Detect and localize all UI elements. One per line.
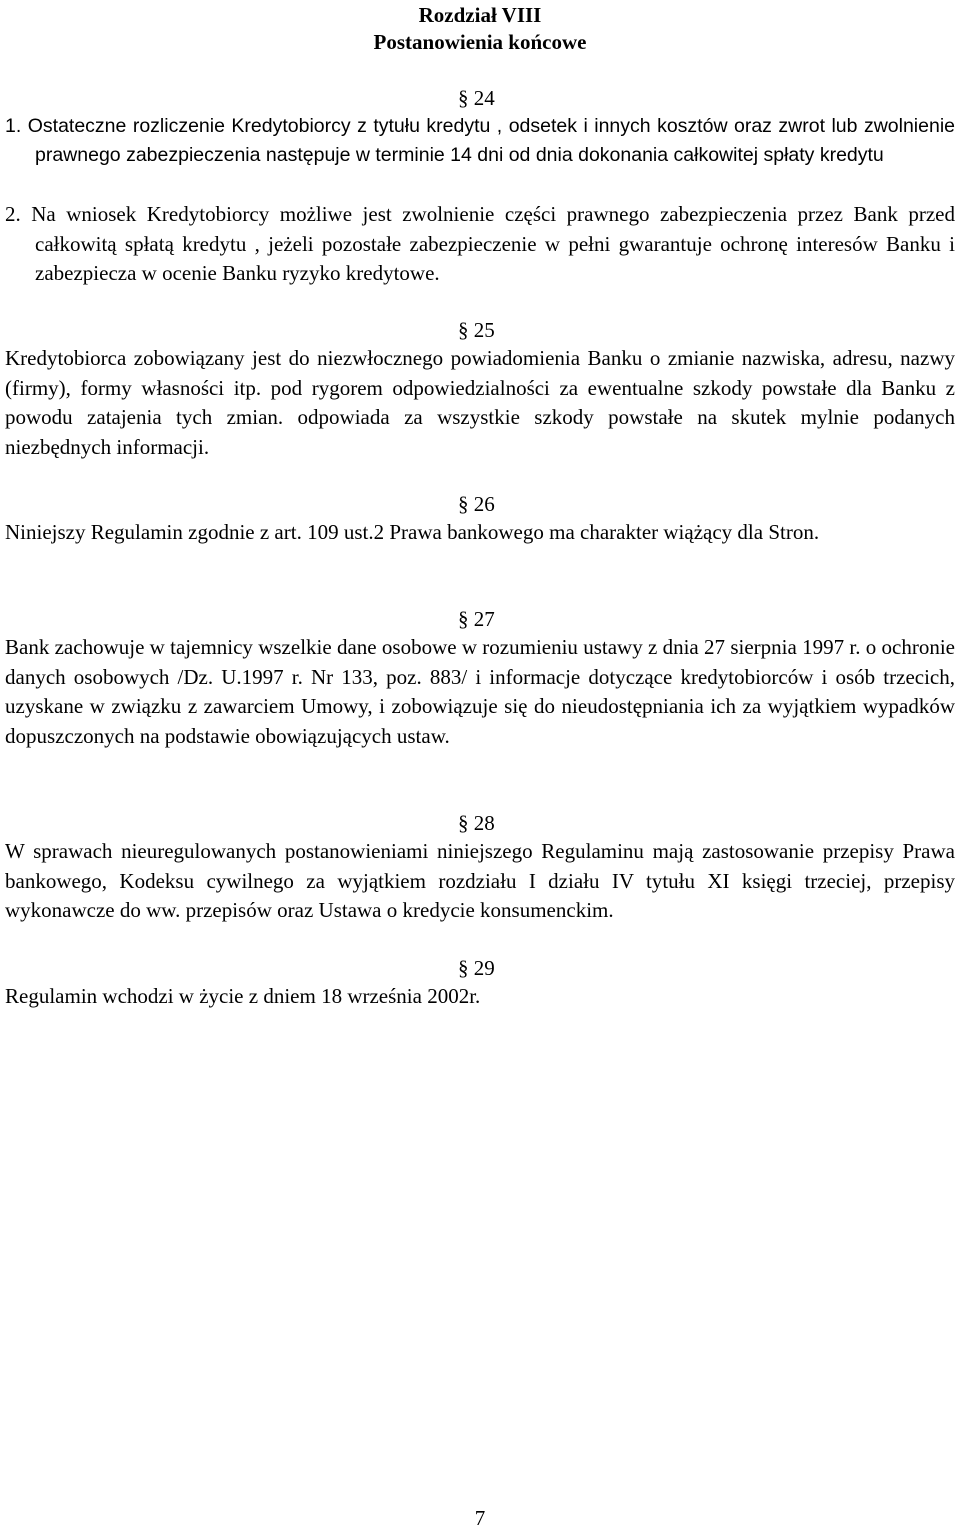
- section-28-heading: § 28: [458, 811, 495, 835]
- section-25-heading: § 25: [458, 318, 495, 342]
- section-26-paragraph: Niniejszy Regulamin zgodnie z art. 109 ust.2 Prawa bankowego ma charakter wiążący dla Stron.: [5, 520, 820, 544]
- chapter-title: Rozdział VIII: [418, 3, 542, 27]
- section-27-paragraph: Bank zachowuje w tajemnicy wszelkie dane osobowe w rozumieniu ustawy z dnia 27 sierpnia 1997 r. o ochronie danych osobowych /Dz. U.1997 r. Nr 133, poz. 883/ i informacje dotyczące kredytobiorców i osób trzecich, uzyskane w związku z zawarciem Umowy, i zobowiązuje się do nieudostępniania ich za wyjątkiem wypadków dopuszczonych na podstawie obowiązujących ustaw.: [5, 635, 955, 748]
- section-24-heading: § 24: [458, 86, 495, 110]
- section-28-paragraph: W sprawach nieuregulowanych postanowieniami niniejszego Regulaminu mają zastosowanie przepisy Prawa bankowego, Kodeksu cywilnego za wyjątkiem rozdziału I działu IV tytułu XI księgi trzeciej, przepisy wykonawcze do ww. przepisów oraz Ustawa o kredycie konsumenckim.: [5, 839, 955, 922]
- section-26-heading: § 26: [458, 492, 495, 516]
- section-27-heading: § 27: [458, 607, 495, 631]
- section-29-paragraph: Regulamin wchodzi w życie z dniem 18 września 2002r.: [5, 984, 481, 1008]
- section-29-heading: § 29: [458, 956, 495, 980]
- chapter-subtitle: Postanowienia końcowe: [373, 30, 587, 54]
- section-24-paragraph-2: 2. Na wniosek Kredytobiorcy możliwe jest zwolnienie części prawnego zabezpieczenia przez Bank przed całkowitą spłatą kredytu , jeżeli pozostałe zabezpieczenie w pełni gwarantuje ochronę interesów Banku i zabezpiecza w ocenie Banku ryzyko kredytowe.: [5, 202, 955, 285]
- page-number: 7: [474, 1506, 486, 1530]
- section-25-paragraph: Kredytobiorca zobowiązany jest do niezwłocznego powiadomienia Banku o zmianie nazwiska, adresu, nazwy (firmy), formy własności itp. pod rygorem odpowiedzialności za ewentualne szkody powstałe dla Banku z powodu zatajenia tych zmian. odpowiada za wszystkie szkody powstałe na skutek mylnie podanych niezbędnych informacji.: [5, 346, 955, 459]
- section-24-paragraph-1: 1. Ostateczne rozliczenie Kredytobiorcy z tytułu kredytu , odsetek i innych kosztów oraz zwrot lub zwolnienie prawnego zabezpieczenia następuje w terminie 14 dni od dnia dokonania całkowitej spłaty kredytu: [5, 115, 955, 166]
